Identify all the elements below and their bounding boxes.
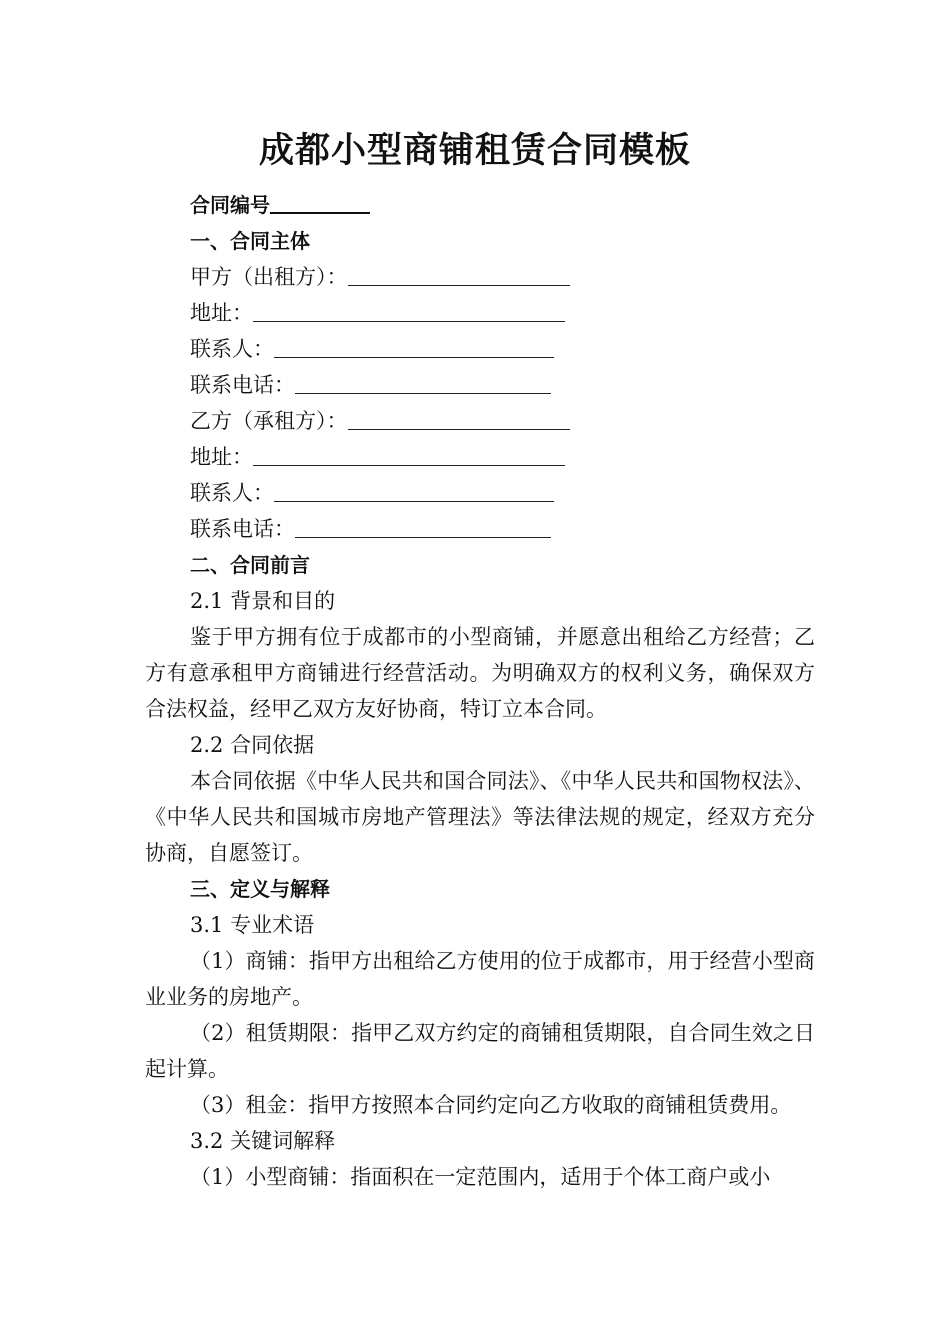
party-a-contact-blank[interactable] (274, 335, 554, 358)
party-b-contact-label: 联系人： (190, 481, 274, 505)
document-body (145, 187, 815, 1195)
section-2-1-paragraph: 鉴于甲方拥有位于成都市的小型商铺，并愿意出租给乙方经营；乙方有意承租甲方商铺进行经营活动。为明确双方的权利义务，确保双方合法权益，经甲乙双方友好协商，特订立本合同。 (145, 625, 815, 721)
party-a-address-blank[interactable] (253, 299, 565, 322)
document-title: 成都小型商铺租赁合同模板 (258, 130, 691, 171)
contract-number-label: 合同编号 (190, 193, 270, 217)
party-a-address-label: 地址： (190, 301, 253, 325)
section-2-2-title: 2.2 合同依据 (190, 733, 315, 757)
party-b-address-label: 地址： (190, 445, 253, 469)
party-a-blank[interactable] (348, 263, 570, 286)
party-a-line (145, 259, 815, 295)
party-b-blank[interactable] (348, 407, 570, 430)
party-a-phone-line (145, 367, 815, 403)
party-a-phone-blank[interactable] (295, 371, 551, 394)
party-b-contact-blank[interactable] (274, 479, 554, 502)
section-2-heading: 二、合同前言 (190, 553, 310, 577)
section-3-1-item-2: （2）租赁期限：指甲乙双方约定的商铺租赁期限，自合同生效之日起计算。 (145, 1021, 815, 1081)
section-3-1-item-3: （3）租金：指甲方按照本合同约定向乙方收取的商铺租赁费用。 (190, 1093, 792, 1117)
section-2-1-title: 2.1 背景和目的 (190, 589, 336, 613)
party-a-address-line (145, 295, 815, 331)
party-b-contact-line (145, 475, 815, 511)
section-3-heading: 三、定义与解释 (190, 877, 330, 901)
party-b-phone-label: 联系电话： (190, 517, 295, 541)
section-2-2-paragraph: 本合同依据《中华人民共和国合同法》、《中华人民共和国物权法》、《中华人民共和国城市房地产管理法》等法律法规的规定，经双方充分协商，自愿签订。 (145, 769, 815, 865)
contract-number-blank[interactable] (270, 192, 370, 214)
party-b-phone-blank[interactable] (295, 515, 551, 538)
party-b-label: 乙方（承租方）： (190, 409, 348, 433)
section-3-2-title: 3.2 关键词解释 (190, 1129, 336, 1153)
party-a-label: 甲方（出租方）： (190, 265, 348, 289)
party-a-contact-label: 联系人： (190, 337, 274, 361)
party-b-phone-line (145, 511, 815, 547)
section-3-2-item-1: （1）小型商铺：指面积在一定范围内，适用于个体工商户或小 (190, 1165, 771, 1189)
section-3-1-item-1: （1）商铺：指甲方出租给乙方使用的位于成都市，用于经营小型商业业务的房地产。 (145, 949, 815, 1009)
party-b-address-line (145, 439, 815, 475)
party-b-address-blank[interactable] (253, 443, 565, 466)
party-a-phone-label: 联系电话： (190, 373, 295, 397)
party-a-contact-line (145, 331, 815, 367)
party-b-line (145, 403, 815, 439)
contract-number-line (145, 187, 815, 223)
section-1-heading: 一、合同主体 (190, 229, 310, 253)
section-3-1-title: 3.1 专业术语 (190, 913, 315, 937)
